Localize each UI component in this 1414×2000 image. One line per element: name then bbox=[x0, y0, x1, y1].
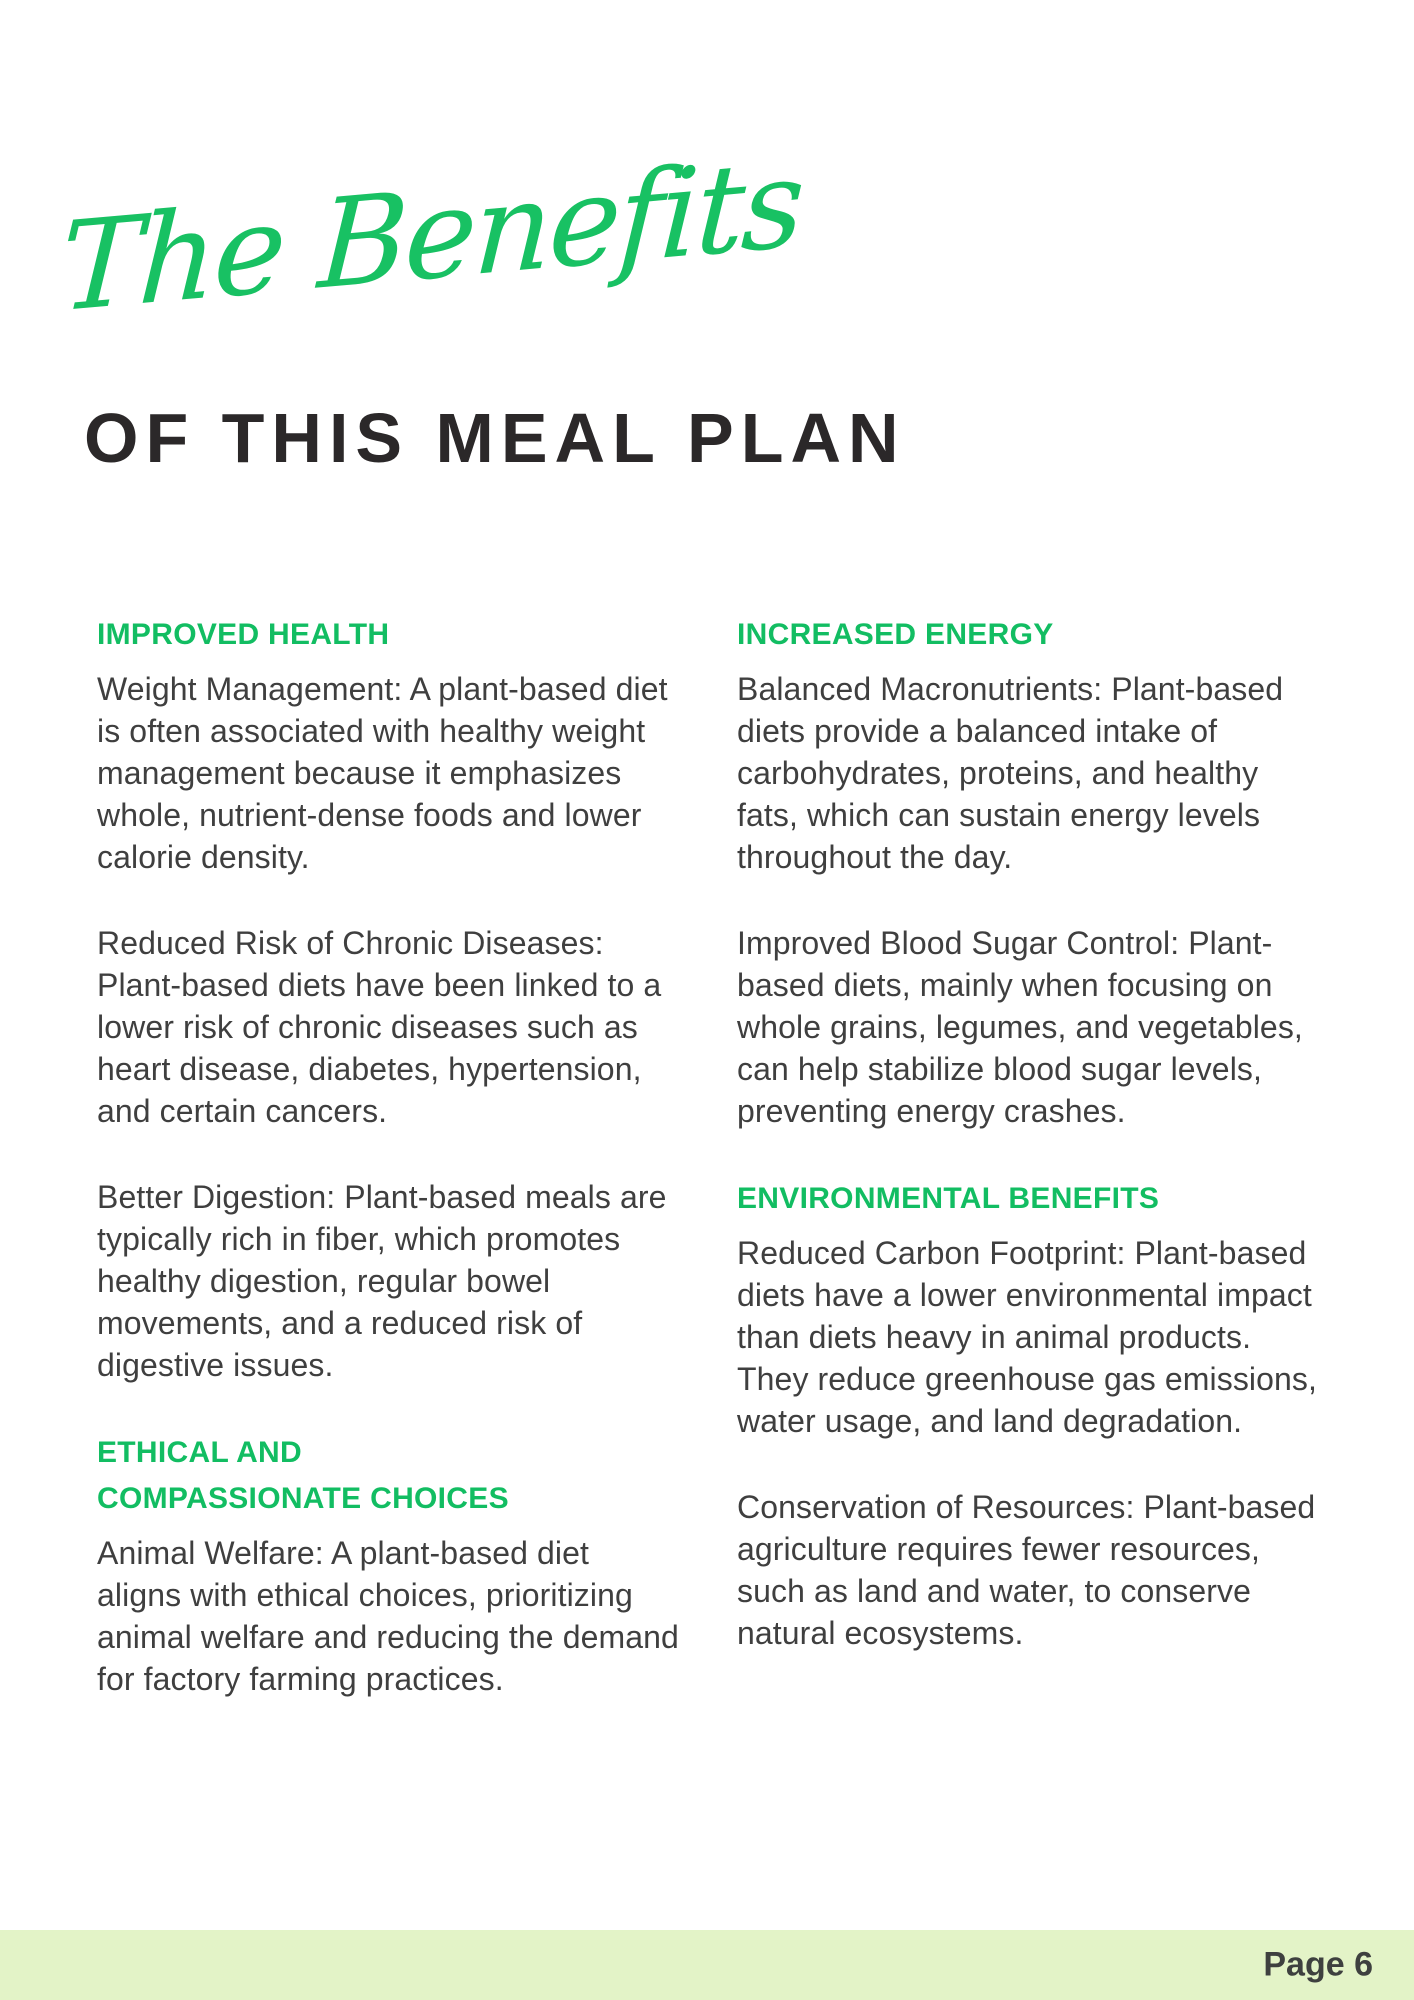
paragraph-animal-welfare: Animal Welfare: A plant-based diet aligns with ethical choices, prioritizing animal welfare and reducing the demand for factory farming practices. bbox=[97, 1535, 679, 1697]
paragraph-reduced-risk: Reduced Risk of Chronic Diseases: Plant-based diets have been linked to a lower risk of chronic diseases such as heart disease, diabetes, hypertension, and certain cancers. bbox=[97, 925, 662, 1129]
page-title: OF THIS MEAL PLAN bbox=[84, 399, 906, 477]
paragraph-balanced-macronutrients: Balanced Macronutrients: Plant-based diets provide a balanced intake of carbohydrates, proteins, and healthy fats, which can sustain energy levels throughout the day. bbox=[737, 671, 1284, 875]
script-title: The Benefits bbox=[57, 131, 806, 340]
paragraph-weight-management: Weight Management: A plant-based diet is often associated with healthy weight management because it emphasizes whole, nutrient-dense foods and lower calorie density. bbox=[97, 671, 668, 875]
section-heading-increased-energy: INCREASED ENERGY bbox=[737, 618, 1054, 651]
section-heading-ethical-choices: ETHICAL AND COMPASSIONATE CHOICES bbox=[97, 1436, 509, 1515]
paragraph-conservation-resources: Conservation of Resources: Plant-based agriculture requires fewer resources, such as land and water, to conserve natural ecosystems. bbox=[737, 1489, 1316, 1651]
page-number-label: Page 6 bbox=[1263, 1945, 1373, 1984]
right-column bbox=[737, 612, 1322, 1698]
paragraph-carbon-footprint: Reduced Carbon Footprint: Plant-based diets have a lower environmental impact than diets heavy in animal products. They reduce greenhouse gas emissions, water usage, and land degradation. bbox=[737, 1235, 1318, 1439]
section-heading-environmental-benefits: ENVIRONMENTAL BENEFITS bbox=[737, 1182, 1160, 1215]
footer-band bbox=[0, 1930, 1414, 2000]
section-heading-improved-health: IMPROVED HEALTH bbox=[97, 618, 390, 651]
paragraph-better-digestion: Better Digestion: Plant-based meals are typically rich in fiber, which promotes healthy digestion, regular bowel movements, and a reduced risk of digestive issues. bbox=[97, 1179, 667, 1383]
paragraph-blood-sugar-control: Improved Blood Sugar Control: Plant-based diets, mainly when focusing on whole grains, legumes, and vegetables, can help stabilize blood sugar levels, preventing energy crashes. bbox=[737, 925, 1303, 1129]
left-column bbox=[97, 612, 682, 1744]
